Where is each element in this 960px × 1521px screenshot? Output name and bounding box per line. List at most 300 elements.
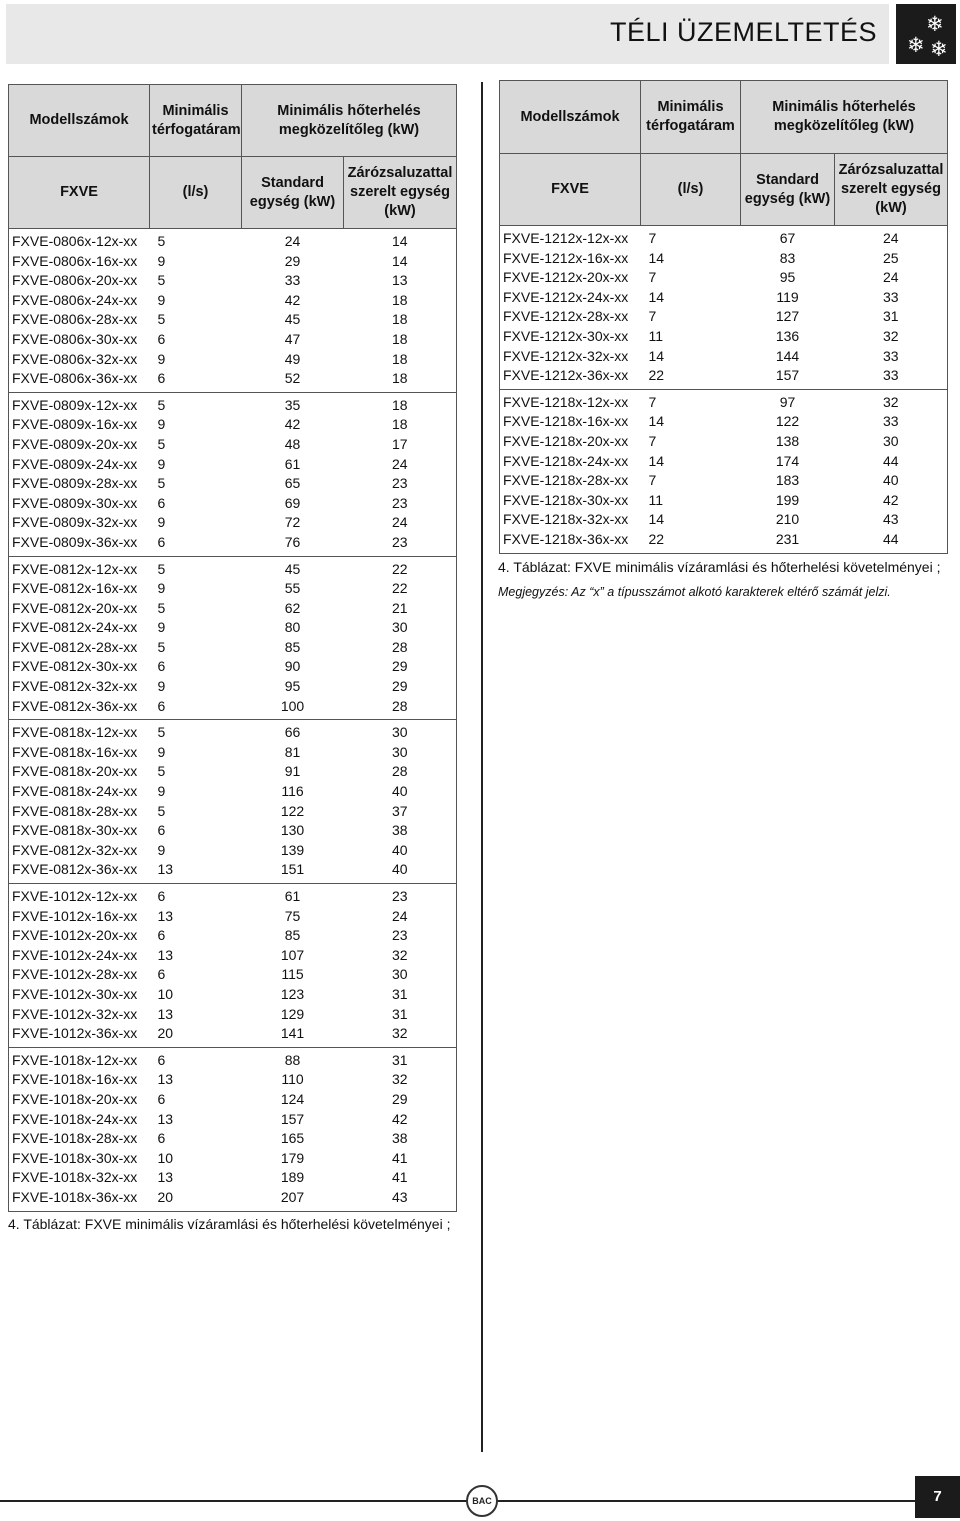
damper-kw-cell: 22 (344, 556, 457, 579)
table-row (9, 494, 457, 514)
flow-cell: 7 (648, 230, 657, 246)
page-title: TÉLI ÜZEMELTETÉS (609, 17, 877, 47)
flow-cell: 9 (157, 743, 166, 760)
standard-kw-cell: 47 (284, 330, 301, 347)
damper-kw-cell: 30 (835, 432, 948, 452)
standard-kw-cell: 139 (280, 841, 305, 858)
table-row (9, 599, 457, 619)
model-cell: FXVE-0806x-12x-xx (9, 229, 150, 252)
damper-kw-cell: 31 (835, 307, 948, 327)
flow-cell: 13 (157, 1071, 174, 1088)
standard-kw-cell: 52 (242, 369, 344, 392)
flow-cell: 6 (157, 330, 166, 347)
damper-kw-cell: 14 (344, 229, 457, 252)
damper-kw-cell: 24 (344, 513, 457, 533)
standard-kw-cell: 207 (242, 1188, 344, 1211)
model-cell: FXVE-0806x-36x-xx (9, 369, 150, 392)
standard-kw-cell: 66 (284, 724, 301, 741)
table-row (9, 1168, 457, 1188)
table-row (9, 474, 457, 494)
flow-cell: 14 (648, 288, 665, 305)
flow-cell: 13 (157, 907, 174, 924)
table-row (500, 226, 948, 249)
damper-kw-cell: 40 (344, 860, 457, 883)
header-standard: Standard egység (kW) (741, 154, 835, 226)
flow-cell: 10 (157, 985, 174, 1002)
damper-kw-cell: 40 (344, 782, 457, 802)
flow-cell: 9 (157, 291, 166, 308)
model-cell: FXVE-1012x-30x-xx (9, 985, 150, 1005)
damper-kw-cell: 29 (344, 677, 457, 697)
damper-kw-cell: 33 (835, 288, 948, 308)
damper-kw-cell: 43 (344, 1188, 457, 1211)
standard-kw-cell: 35 (284, 396, 301, 413)
damper-kw-cell: 23 (344, 884, 457, 907)
table-row (9, 415, 457, 435)
table-row (9, 965, 457, 985)
standard-kw-cell: 119 (776, 288, 799, 305)
model-cell: FXVE-1018x-32x-xx (9, 1168, 150, 1188)
flow-cell: 20 (150, 1188, 242, 1211)
table-row (9, 350, 457, 370)
flow-cell: 6 (150, 533, 242, 556)
flow-cell: 9 (157, 350, 166, 367)
model-cell: FXVE-0812x-28x-xx (9, 638, 150, 658)
model-cell: FXVE-0809x-24x-xx (9, 455, 150, 475)
model-cell: FXVE-1012x-32x-xx (9, 1005, 150, 1025)
header-series: FXVE (9, 157, 150, 229)
column-divider (481, 82, 483, 1452)
flow-cell: 9 (157, 841, 166, 858)
model-cell: FXVE-1012x-16x-xx (9, 907, 150, 927)
damper-kw-cell: 30 (344, 743, 457, 763)
standard-kw-cell: 179 (280, 1149, 305, 1166)
model-cell: FXVE-1018x-36x-xx (9, 1188, 150, 1211)
damper-kw-cell: 41 (344, 1168, 457, 1188)
damper-kw-cell: 44 (835, 452, 948, 472)
model-cell: FXVE-1218x-16x-xx (500, 412, 641, 432)
damper-kw-cell: 23 (344, 926, 457, 946)
flow-cell: 5 (157, 638, 166, 655)
header-flow: Minimális térfogatáram (150, 85, 242, 157)
standard-kw-cell: 85 (284, 927, 301, 944)
model-cell: FXVE-0812x-32x-xx (9, 677, 150, 697)
model-cell: FXVE-0806x-16x-xx (9, 252, 150, 272)
damper-kw-cell: 37 (344, 802, 457, 822)
damper-kw-cell: 32 (344, 1024, 457, 1047)
standard-kw-cell: 75 (284, 907, 301, 924)
flow-cell: 9 (157, 416, 166, 433)
flow-cell: 13 (150, 860, 242, 883)
standard-kw-cell: 45 (284, 311, 301, 328)
damper-kw-cell: 44 (835, 530, 948, 553)
damper-kw-cell: 14 (344, 252, 457, 272)
table-row (500, 510, 948, 530)
damper-kw-cell: 17 (344, 435, 457, 455)
model-cell: FXVE-1018x-28x-xx (9, 1129, 150, 1149)
standard-kw-cell: 90 (284, 658, 301, 675)
standard-kw-cell: 151 (242, 860, 344, 883)
model-cell: FXVE-1212x-30x-xx (500, 327, 641, 347)
flow-cell: 9 (157, 678, 166, 695)
damper-kw-cell: 32 (344, 1070, 457, 1090)
flow-cell: 10 (157, 1149, 174, 1166)
standard-kw-cell: 183 (775, 472, 800, 489)
table-row (9, 821, 457, 841)
model-cell: FXVE-1012x-36x-xx (9, 1024, 150, 1047)
damper-kw-cell: 29 (344, 657, 457, 677)
damper-kw-cell: 42 (344, 1110, 457, 1130)
table-group (9, 392, 457, 556)
model-cell: FXVE-0806x-32x-xx (9, 350, 150, 370)
model-cell: FXVE-0806x-24x-xx (9, 291, 150, 311)
standard-kw-cell: 122 (775, 413, 800, 430)
model-cell: FXVE-1012x-12x-xx (9, 884, 150, 907)
model-cell: FXVE-1218x-32x-xx (500, 510, 641, 530)
damper-kw-cell: 24 (835, 268, 948, 288)
table-row (9, 720, 457, 743)
flow-cell: 5 (157, 272, 166, 289)
snowflake-glyph: ❄ (930, 38, 948, 61)
standard-kw-cell: 61 (284, 455, 301, 472)
damper-kw-cell: 23 (344, 533, 457, 556)
table-group (500, 226, 948, 390)
standard-kw-cell: 123 (280, 985, 305, 1002)
standard-kw-cell: 81 (284, 743, 301, 760)
table-row (500, 389, 948, 412)
page-number: 7 (915, 1476, 960, 1518)
standard-kw-cell: 138 (775, 432, 800, 449)
model-cell: FXVE-0818x-20x-xx (9, 762, 150, 782)
damper-kw-cell: 42 (835, 491, 948, 511)
standard-kw-cell: 231 (741, 530, 835, 553)
flow-cell: 6 (157, 1130, 166, 1147)
damper-kw-cell: 23 (344, 474, 457, 494)
table-row (9, 762, 457, 782)
damper-kw-cell: 32 (835, 389, 948, 412)
model-cell: FXVE-1218x-30x-xx (500, 491, 641, 511)
table-row (500, 452, 948, 472)
fxve-table-left (8, 84, 457, 1212)
damper-kw-cell: 28 (344, 762, 457, 782)
standard-kw-cell: 80 (284, 619, 301, 636)
standard-kw-cell: 48 (284, 435, 301, 452)
damper-kw-cell: 18 (344, 369, 457, 392)
table-row (9, 533, 457, 556)
standard-kw-cell: 65 (284, 475, 301, 492)
damper-kw-cell: 18 (344, 291, 457, 311)
model-cell: FXVE-1012x-28x-xx (9, 965, 150, 985)
table-row (9, 369, 457, 392)
table-row (9, 1047, 457, 1070)
table-row (9, 802, 457, 822)
flow-cell: 5 (157, 802, 166, 819)
model-cell: FXVE-1218x-36x-xx (500, 530, 641, 553)
damper-kw-cell: 30 (344, 618, 457, 638)
header-damper: Zárózsaluzattal szerelt egység (kW) (835, 154, 948, 226)
flow-cell: 7 (648, 308, 657, 325)
model-cell: FXVE-1218x-20x-xx (500, 432, 641, 452)
standard-kw-cell: 157 (741, 366, 835, 389)
table-row (500, 530, 948, 553)
fxve-table-right (499, 80, 948, 554)
table-row (9, 1070, 457, 1090)
table-row (9, 229, 457, 252)
table-row (9, 985, 457, 1005)
flow-cell: 6 (157, 1051, 166, 1068)
flow-cell: 20 (150, 1024, 242, 1047)
table-row (500, 249, 948, 269)
damper-kw-cell: 18 (344, 392, 457, 415)
table-row (500, 491, 948, 511)
footer-rule (0, 1500, 915, 1502)
damper-kw-cell: 43 (835, 510, 948, 530)
model-cell: FXVE-1012x-24x-xx (9, 946, 150, 966)
standard-kw-cell: 76 (242, 533, 344, 556)
flow-cell: 14 (648, 511, 665, 528)
table-row (9, 860, 457, 883)
header-models: Modellszámok (500, 81, 641, 154)
damper-kw-cell: 28 (344, 697, 457, 720)
standard-kw-cell: 61 (284, 888, 301, 904)
table-row (500, 288, 948, 308)
standard-kw-cell: 116 (281, 783, 304, 800)
flow-cell: 6 (157, 822, 166, 839)
damper-kw-cell: 33 (835, 366, 948, 389)
standard-kw-cell: 174 (775, 452, 800, 469)
standard-kw-cell: 95 (779, 269, 796, 286)
flow-cell: 5 (157, 763, 166, 780)
table-row (9, 435, 457, 455)
table-row (9, 455, 457, 475)
model-cell: FXVE-0809x-32x-xx (9, 513, 150, 533)
standard-kw-cell: 122 (280, 802, 305, 819)
model-cell: FXVE-1212x-20x-xx (500, 268, 641, 288)
table-row (500, 471, 948, 491)
damper-kw-cell: 40 (344, 841, 457, 861)
model-cell: FXVE-1218x-12x-xx (500, 389, 641, 412)
snowflake-icon (896, 4, 956, 64)
table-group (9, 556, 457, 720)
model-cell: FXVE-0818x-16x-xx (9, 743, 150, 763)
flow-cell: 6 (157, 927, 166, 944)
flow-cell: 5 (157, 396, 166, 413)
snowflake-glyph: ❄ (907, 34, 925, 57)
damper-kw-cell: 33 (835, 412, 948, 432)
header-heat-load: Minimális hőterhelés megközelítőleg (kW) (741, 81, 948, 154)
table-row (9, 618, 457, 638)
header-flow-unit: (l/s) (641, 154, 741, 226)
flow-cell: 22 (641, 530, 741, 553)
damper-kw-cell: 29 (344, 1090, 457, 1110)
header-damper: Zárózsaluzattal szerelt egység (kW) (344, 157, 457, 229)
table-group (500, 389, 948, 553)
damper-kw-cell: 18 (344, 310, 457, 330)
standard-kw-cell: 69 (284, 494, 301, 511)
table-caption-left: 4. Táblázat: FXVE minimális vízáramlási és hőterhelési követelményei ; (8, 1216, 451, 1232)
bac-logo: BAC (466, 1485, 498, 1517)
model-cell: FXVE-0812x-24x-xx (9, 618, 150, 638)
standard-kw-cell: 144 (775, 347, 800, 364)
standard-kw-cell: 124 (280, 1090, 305, 1107)
standard-kw-cell: 42 (284, 291, 301, 308)
table-row (9, 657, 457, 677)
table-row (9, 252, 457, 272)
flow-cell: 6 (150, 369, 242, 392)
standard-kw-cell: 127 (775, 308, 800, 325)
header-flow-unit: (l/s) (150, 157, 242, 229)
flow-cell: 6 (150, 697, 242, 720)
standard-kw-cell: 97 (779, 393, 796, 410)
table-row (9, 310, 457, 330)
table-caption-right: 4. Táblázat: FXVE minimális vízáramlási és hőterhelési követelményei ; (498, 559, 941, 575)
table-group (9, 884, 457, 1048)
model-cell: FXVE-1018x-20x-xx (9, 1090, 150, 1110)
damper-kw-cell: 24 (344, 907, 457, 927)
flow-cell: 9 (157, 580, 166, 597)
model-cell: FXVE-0806x-28x-xx (9, 310, 150, 330)
damper-kw-cell: 22 (344, 579, 457, 599)
flow-cell: 13 (157, 1005, 174, 1022)
table-row (9, 1188, 457, 1211)
standard-kw-cell: 85 (284, 638, 301, 655)
standard-kw-cell: 141 (242, 1024, 344, 1047)
flow-cell: 5 (157, 435, 166, 452)
damper-kw-cell: 30 (344, 720, 457, 743)
model-cell: FXVE-1212x-28x-xx (500, 307, 641, 327)
standard-kw-cell: 72 (284, 514, 301, 531)
standard-kw-cell: 67 (779, 230, 796, 246)
damper-kw-cell: 18 (344, 350, 457, 370)
model-cell: FXVE-0812x-16x-xx (9, 579, 150, 599)
table-row (9, 1129, 457, 1149)
standard-kw-cell: 107 (280, 946, 305, 963)
table-row (9, 782, 457, 802)
table-note: Megjegyzés: Az “x” a típusszámot alkotó karakterek eltérő számát jelzi. (498, 585, 891, 599)
standard-kw-cell: 129 (280, 1005, 305, 1022)
table-row (9, 1090, 457, 1110)
flow-cell: 14 (648, 347, 665, 364)
damper-kw-cell: 28 (344, 638, 457, 658)
model-cell: FXVE-0809x-16x-xx (9, 415, 150, 435)
table-row (9, 638, 457, 658)
table-row (9, 1024, 457, 1047)
model-cell: FXVE-1012x-20x-xx (9, 926, 150, 946)
standard-kw-cell: 45 (284, 560, 301, 577)
damper-kw-cell: 18 (344, 330, 457, 350)
model-cell: FXVE-0818x-30x-xx (9, 821, 150, 841)
flow-cell: 11 (648, 491, 664, 508)
standard-kw-cell: 62 (284, 599, 301, 616)
standard-kw-cell: 95 (284, 678, 301, 695)
table-row (9, 946, 457, 966)
model-cell: FXVE-0809x-30x-xx (9, 494, 150, 514)
table-row (500, 347, 948, 367)
damper-kw-cell: 38 (344, 1129, 457, 1149)
damper-kw-cell: 41 (344, 1149, 457, 1169)
model-cell: FXVE-0809x-20x-xx (9, 435, 150, 455)
table-row (9, 579, 457, 599)
standard-kw-cell: 157 (280, 1110, 305, 1127)
standard-kw-cell: 24 (284, 233, 301, 249)
standard-kw-cell: 189 (280, 1169, 305, 1186)
header-bar (6, 4, 889, 64)
damper-kw-cell: 31 (344, 1005, 457, 1025)
damper-kw-cell: 33 (835, 347, 948, 367)
flow-cell: 9 (157, 252, 166, 269)
model-cell: FXVE-1218x-24x-xx (500, 452, 641, 472)
flow-cell: 9 (157, 619, 166, 636)
flow-cell: 13 (157, 946, 174, 963)
model-cell: FXVE-0818x-12x-xx (9, 720, 150, 743)
standard-kw-cell: 165 (280, 1130, 305, 1147)
flow-cell: 13 (157, 1169, 174, 1186)
header-flow: Minimális térfogatáram (641, 81, 741, 154)
snowflake-glyph: ❄ (926, 13, 944, 36)
standard-kw-cell: 42 (284, 416, 301, 433)
table-row (9, 677, 457, 697)
model-cell: FXVE-1212x-32x-xx (500, 347, 641, 367)
model-cell: FXVE-0806x-30x-xx (9, 330, 150, 350)
model-cell: FXVE-0809x-12x-xx (9, 392, 150, 415)
model-cell: FXVE-1018x-30x-xx (9, 1149, 150, 1169)
flow-cell: 6 (157, 494, 166, 511)
table-row (9, 392, 457, 415)
model-cell: FXVE-1018x-12x-xx (9, 1047, 150, 1070)
header-standard: Standard egység (kW) (242, 157, 344, 229)
table-row (9, 291, 457, 311)
damper-kw-cell: 40 (835, 471, 948, 491)
flow-cell: 6 (157, 1090, 166, 1107)
model-cell: FXVE-0809x-36x-xx (9, 533, 150, 556)
flow-cell: 5 (157, 233, 166, 249)
model-cell: FXVE-1018x-24x-xx (9, 1110, 150, 1130)
flow-cell: 9 (157, 514, 166, 531)
table-group (9, 720, 457, 884)
standard-kw-cell: 49 (284, 350, 301, 367)
model-cell: FXVE-1212x-16x-xx (500, 249, 641, 269)
table-group (9, 229, 457, 393)
table-row (500, 268, 948, 288)
standard-kw-cell: 199 (775, 491, 800, 508)
table-row (500, 412, 948, 432)
model-cell: FXVE-1218x-28x-xx (500, 471, 641, 491)
damper-kw-cell: 31 (344, 985, 457, 1005)
standard-kw-cell: 100 (242, 697, 344, 720)
flow-cell: 7 (648, 393, 657, 410)
table-row (500, 327, 948, 347)
standard-kw-cell: 83 (779, 249, 796, 266)
header-heat-load: Minimális hőterhelés megközelítőleg (kW) (242, 85, 457, 157)
flow-cell: 6 (157, 658, 166, 675)
table-row (9, 926, 457, 946)
table-row (500, 366, 948, 389)
flow-cell: 7 (648, 472, 657, 489)
model-cell: FXVE-0812x-12x-xx (9, 556, 150, 579)
model-cell: FXVE-1018x-16x-xx (9, 1070, 150, 1090)
table-row (9, 271, 457, 291)
damper-kw-cell: 32 (835, 327, 948, 347)
standard-kw-cell: 136 (775, 327, 800, 344)
table-row (9, 907, 457, 927)
model-cell: FXVE-0812x-32x-xx (9, 841, 150, 861)
damper-kw-cell: 31 (344, 1047, 457, 1070)
damper-kw-cell: 38 (344, 821, 457, 841)
standard-kw-cell: 210 (775, 511, 800, 528)
table-row (500, 307, 948, 327)
table-row (9, 697, 457, 720)
model-cell: FXVE-0812x-20x-xx (9, 599, 150, 619)
